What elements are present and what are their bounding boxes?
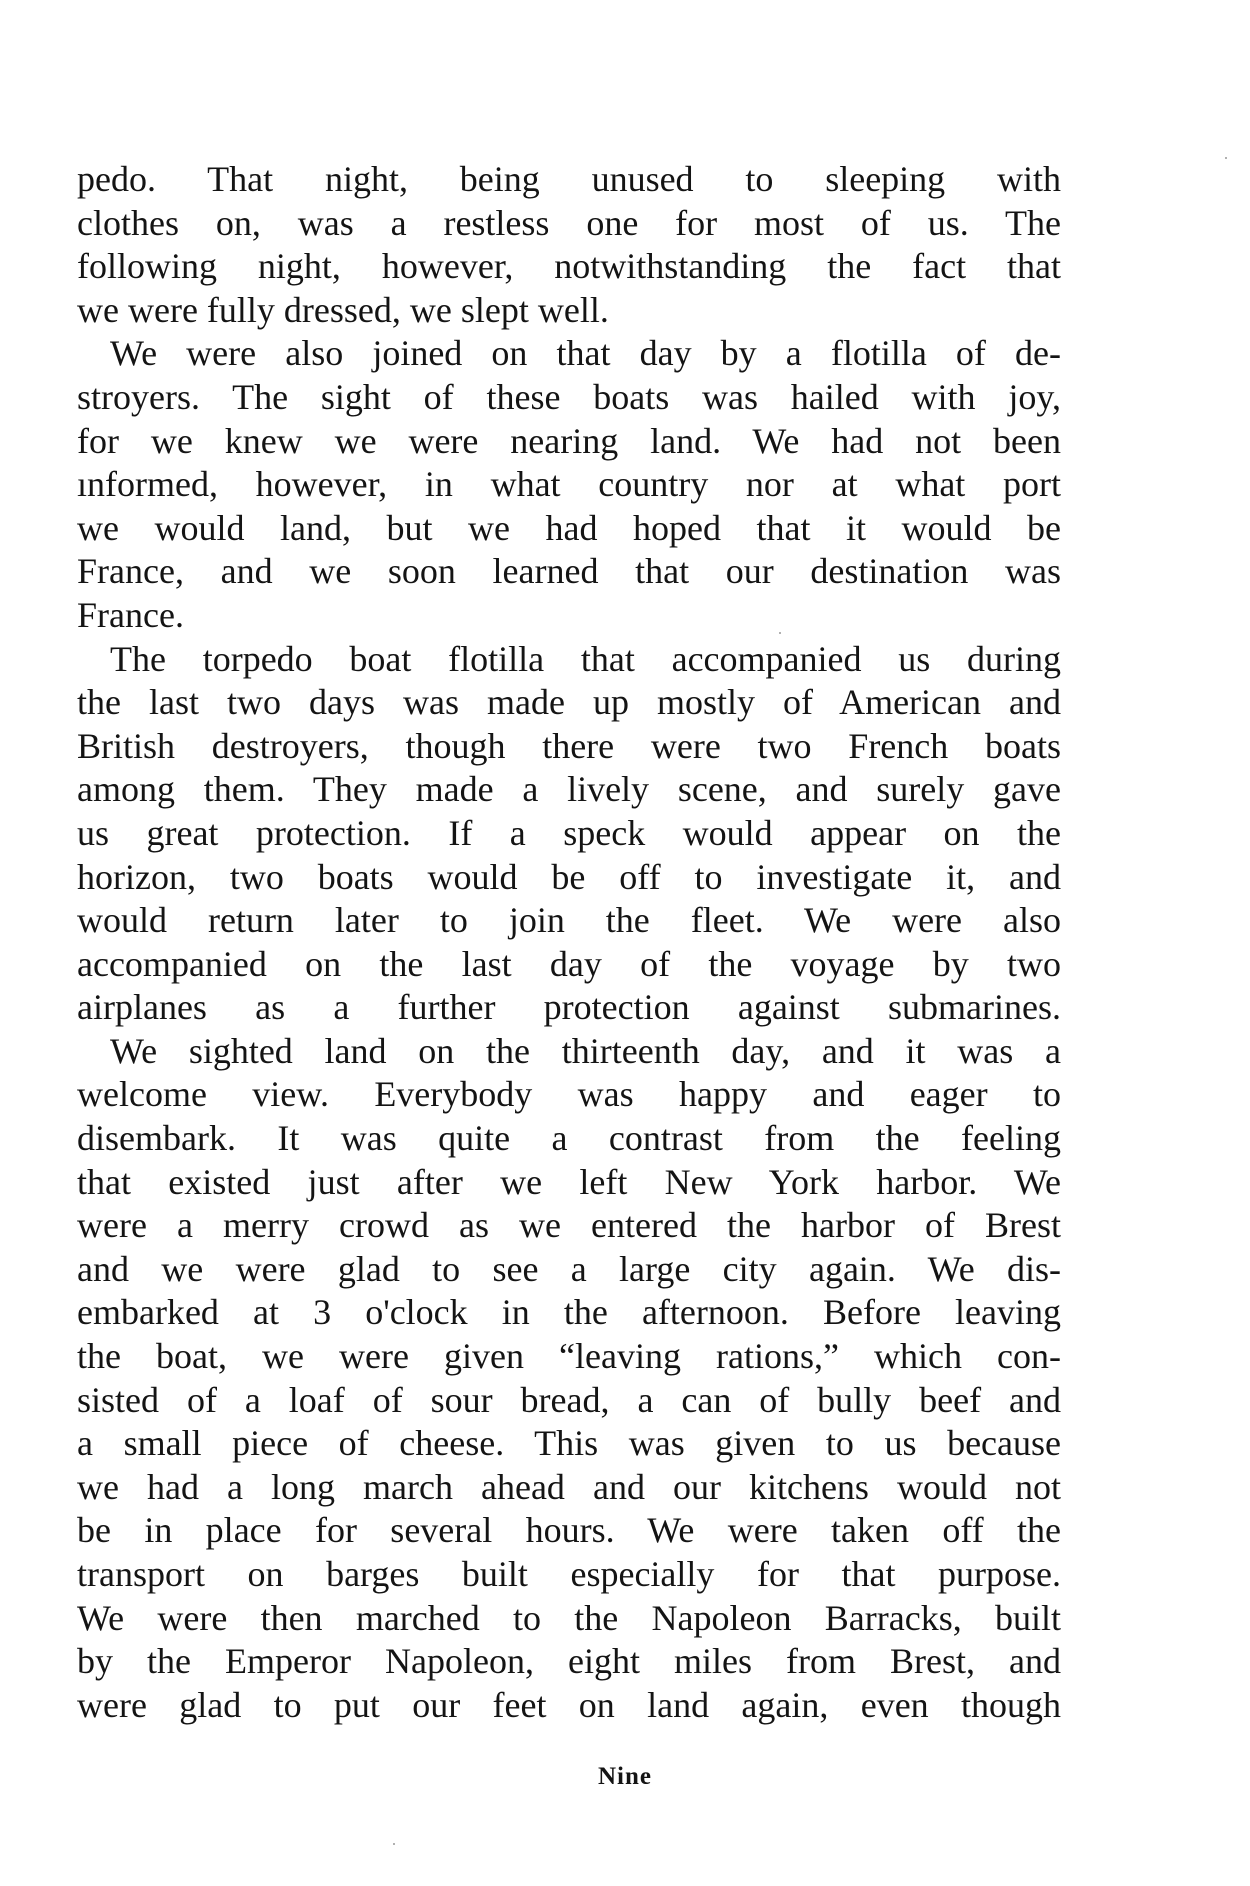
- paragraph-start-line: We sighted land on the thirteenth day, and it was a: [110, 1030, 1061, 1071]
- text-line: British destroyers, though there were two French boats: [77, 725, 1061, 766]
- text-line: horizon, two boats would be off to investigate it, and: [77, 856, 1061, 897]
- text-line: clothes on, was a restless one for most of us. The: [77, 202, 1061, 243]
- text-line: sisted of a loaf of sour bread, a can of bully beef and: [77, 1379, 1061, 1420]
- text-line: we were fully dressed, we slept well.: [77, 289, 609, 330]
- text-line: transport on barges built especially for that purpose.: [77, 1554, 1061, 1594]
- text-line: were glad to put our feet on land again, even though: [77, 1684, 1061, 1725]
- paper-speck: [779, 632, 781, 634]
- text-line: among them. They made a lively scene, and surely gave: [77, 769, 1061, 810]
- text-line: accompanied on the last day of the voyage by two: [77, 943, 1061, 984]
- text-line: airplanes as a further protection against submarines.: [77, 987, 1061, 1028]
- text-line: ınformed, however, in what country nor at what port: [77, 464, 1061, 505]
- text-line: that existed just after we left New York harbor. We: [77, 1161, 1061, 1202]
- paper-speck: [1225, 157, 1227, 159]
- text-line: disembark. It was quite a contrast from the feeling: [77, 1118, 1061, 1159]
- text-line: the boat, we were given “leaving rations,” which con-: [77, 1336, 1061, 1377]
- text-line: following night, however, notwithstanding the fact that: [77, 246, 1061, 287]
- text-line: by the Emperor Napoleon, eight miles from Brest, and: [77, 1641, 1061, 1682]
- text-line: welcome view. Everybody was happy and eager to: [77, 1074, 1061, 1115]
- text-line: be in place for several hours. We were taken off the: [77, 1510, 1061, 1551]
- text-line: and we were glad to see a large city again. We dis-: [77, 1248, 1061, 1289]
- paragraph-start-line: We were also joined on that day by a flotilla of de-: [110, 333, 1061, 374]
- text-line: the last two days was made up mostly of American and: [77, 682, 1061, 723]
- text-line: France, and we soon learned that our destination was: [77, 551, 1061, 592]
- text-line: We were then marched to the Napoleon Barracks, built: [77, 1597, 1061, 1638]
- text-line: embarked at 3 o'clock in the afternoon. Before leaving: [77, 1292, 1061, 1333]
- paragraph-start-line: The torpedo boat flotilla that accompanied us during: [110, 638, 1061, 679]
- text-line: stroyers. The sight of these boats was hailed with joy,: [77, 376, 1061, 417]
- text-line: us great protection. If a speck would appear on the: [77, 812, 1061, 853]
- text-line: would return later to join the fleet. We were also: [77, 900, 1061, 941]
- paper-speck: [393, 1843, 395, 1845]
- text-line: for we knew we were nearing land. We had not been: [77, 420, 1061, 461]
- text-line: we had a long march ahead and our kitchens would not: [77, 1466, 1061, 1507]
- text-line: France.: [77, 594, 184, 635]
- text-line: a small piece of cheese. This was given to us because: [77, 1423, 1061, 1464]
- text-line: pedo. That night, being unused to sleeping with: [77, 159, 1061, 199]
- page-number: Nine: [598, 1763, 652, 1790]
- text-line: were a merry crowd as we entered the harbor of Brest: [77, 1205, 1061, 1246]
- body-text: [77, 158, 1061, 1727]
- text-line: we would land, but we had hoped that it would be: [77, 507, 1061, 548]
